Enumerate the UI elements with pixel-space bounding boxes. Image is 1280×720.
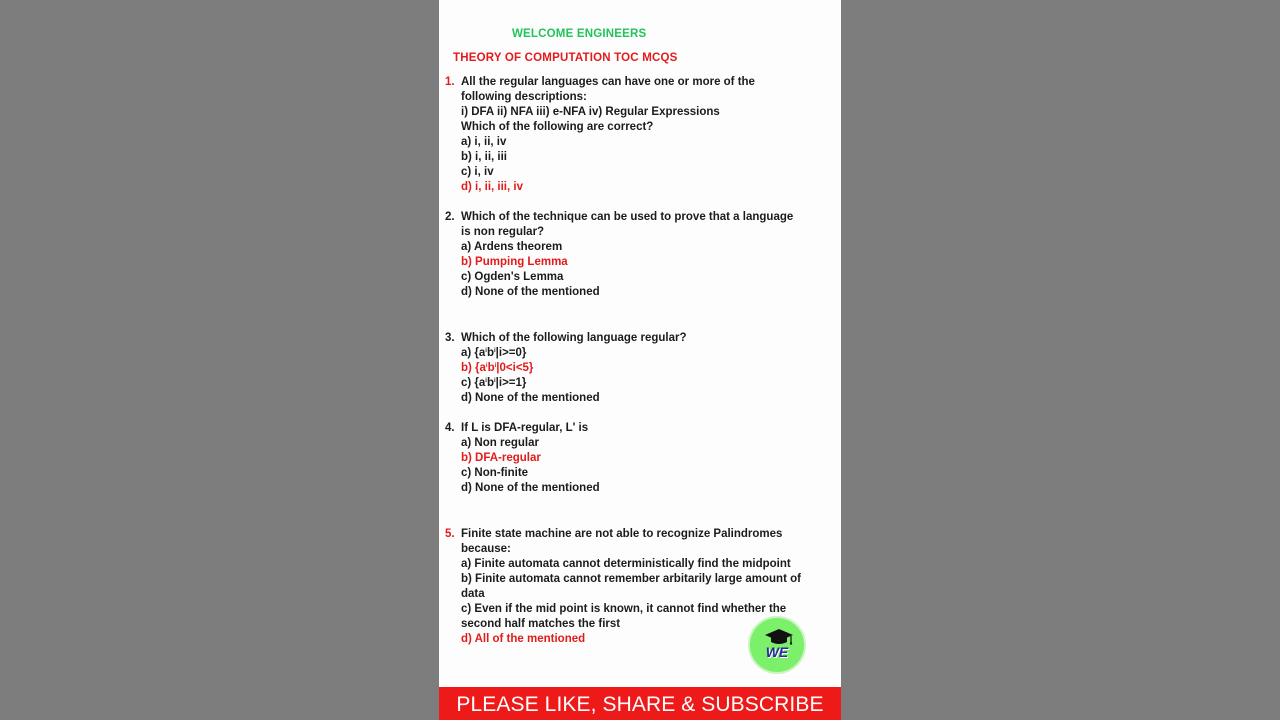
- option-b: b) i, ii, iii: [461, 151, 507, 163]
- question-number: 3.: [445, 332, 455, 344]
- channel-header: WELCOME ENGINEERS: [512, 28, 647, 40]
- question-number: 4.: [445, 422, 455, 434]
- option-a: a) i, ii, iv: [461, 136, 507, 148]
- option-a: a) Finite automata cannot deterministically find the midpoint: [461, 558, 791, 570]
- option-c: c) Non-finite: [461, 467, 529, 479]
- option-c: c) Ogden's Lemma: [461, 271, 564, 283]
- mcq-sheet: [439, 0, 841, 720]
- subscribe-banner: PLEASE LIKE, SHARE & SUBSCRIBE: [439, 687, 841, 720]
- question-1: [445, 75, 841, 195]
- question-text: Which of the technique can be used to prove that a language is non regular?: [461, 211, 794, 238]
- channel-logo: [748, 616, 806, 674]
- option-d: d) None of the mentioned: [461, 392, 600, 404]
- question-number: 1.: [445, 76, 455, 88]
- option-a: a) Non regular: [461, 437, 539, 449]
- question-number: 5.: [445, 528, 455, 540]
- option-b: b) Finite automata cannot remember arbitarily large amount of data: [461, 573, 801, 600]
- option-d: d) None of the mentioned: [461, 482, 600, 494]
- question-text: Which of the following language regular?: [461, 332, 687, 344]
- option-b-correct: b) $\{a^ib^i|0<i<5\}$: [461, 362, 534, 374]
- question-4: [445, 421, 841, 496]
- page-title: THEORY OF COMPUTATION TOC MCQS: [453, 52, 678, 64]
- logo-text: WE: [765, 644, 789, 660]
- option-b-correct: b) Pumping Lemma: [461, 256, 568, 268]
- option-a: a) $\{a^ib^i|i>=0\}$: [461, 347, 527, 359]
- question-text: If L is DFA-regular, L' is: [461, 422, 589, 434]
- question-3: [445, 331, 841, 406]
- option-a: a) Ardens theorem: [461, 241, 563, 253]
- question-text: All the regular languages can have one or more of the following descriptions: i) DFA ii) NFA iii) e-NFA iv) Regular Expressions Which of the following are correct?: [461, 76, 755, 133]
- question-2: [445, 210, 841, 300]
- option-b-correct: b) DFA-regular: [461, 452, 541, 464]
- option-c: c) $\{a^ib^i|i>=1\}$: [461, 377, 527, 389]
- option-d-correct: d) All of the mentioned: [461, 633, 586, 645]
- question-number: 2.: [445, 211, 455, 223]
- option-c: c) Even if the mid point is known, it cannot find whether the second half matches the first: [461, 603, 787, 630]
- question-text: Finite state machine are not able to recognize Palindromes because:: [461, 528, 783, 555]
- option-c: c) i, iv: [461, 166, 494, 178]
- option-d-correct: d) i, ii, iii, iv: [461, 181, 523, 193]
- option-d: d) None of the mentioned: [461, 286, 600, 298]
